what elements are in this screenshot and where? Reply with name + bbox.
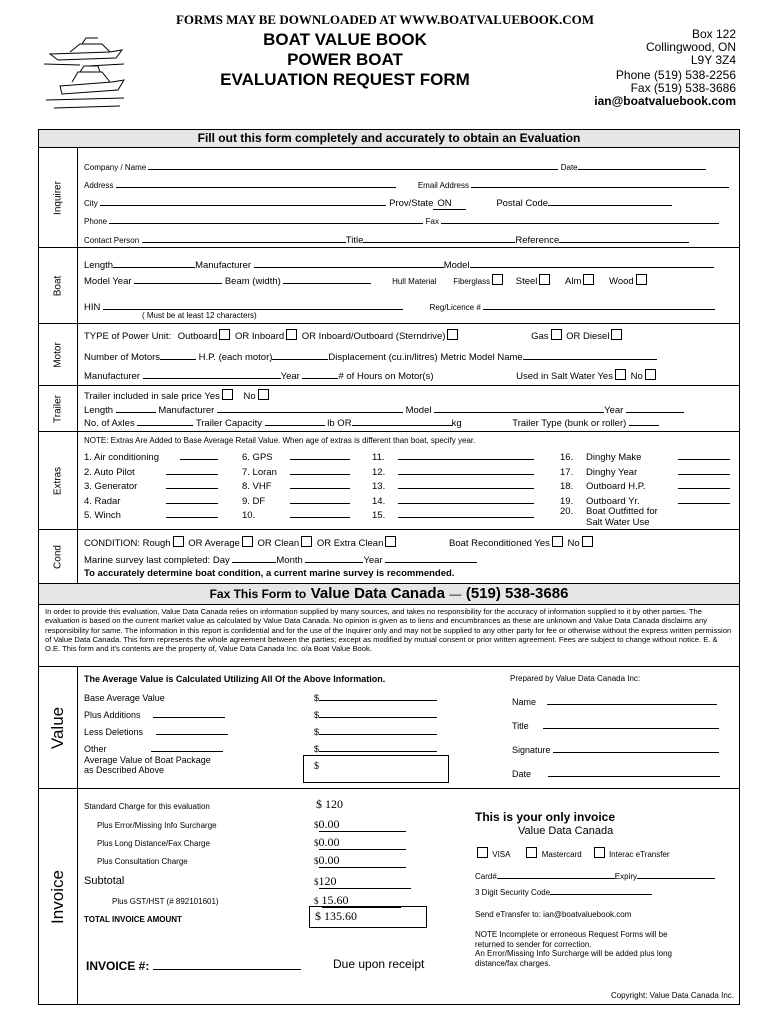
extras-item: 14. [372, 493, 534, 508]
trailer-yes-label: Yes [204, 391, 220, 402]
longdist-label: Plus Long Distance/Fax Charge [97, 839, 210, 848]
download-line: FORMS MAY BE DOWNLOADED AT WWW.BOATVALUEBOOK.COM [175, 12, 595, 27]
signoff-block [512, 690, 720, 786]
num-motors-field[interactable] [160, 349, 196, 360]
additions-note-field[interactable] [153, 707, 225, 718]
consult-amount[interactable]: $0.00 [314, 853, 406, 868]
survey-day-label: Day [212, 555, 230, 566]
company-field[interactable] [148, 159, 558, 170]
extras-item: 10. [242, 507, 350, 522]
beam-label: Beam (width) [224, 276, 281, 287]
reference-label: Reference [515, 235, 560, 246]
motor-side-label: Motor [39, 324, 78, 385]
recond-no-checkbox[interactable] [582, 536, 593, 547]
phone: Phone (519) 538-2256 [615, 68, 736, 82]
form-title [200, 30, 490, 90]
card-field[interactable] [497, 868, 615, 879]
email-label: Email Address [417, 181, 469, 190]
survey-advice: To accurately determine boat condition, a current marine survey is recommended. [84, 568, 455, 579]
extras-field[interactable] [398, 493, 534, 504]
clean-checkbox[interactable] [301, 536, 312, 547]
fiberglass-label: Fiberglass [453, 277, 491, 286]
postal-label: Postal Code [496, 198, 549, 209]
visa-checkbox[interactable] [477, 847, 488, 858]
trailer-type-label: Trailer Type (bunk or roller) [512, 418, 627, 429]
steel-checkbox[interactable] [539, 274, 550, 285]
salt-yes-label: Yes [597, 371, 613, 382]
invoice-number-field[interactable] [153, 957, 301, 970]
hin-label: HIN [84, 302, 101, 313]
wood-label: Wood [609, 276, 634, 287]
title-line-1: BOAT VALUE BOOK [263, 30, 427, 49]
prepared-by: Prepared by Value Data Canada Inc: [510, 674, 641, 683]
deletions-amount-field[interactable] [319, 724, 437, 735]
trailer-included-label: Trailer included in sale price [84, 391, 202, 402]
length-label: Length [84, 260, 114, 271]
extras-item: 9. DF [242, 493, 350, 508]
vdate-label: Date [512, 769, 532, 779]
survey-year-field[interactable] [385, 552, 477, 563]
cond-side-label: Cond [39, 530, 78, 583]
intro-bar: Fill out this form completely and accurately to obtain an Evaluation [38, 129, 740, 148]
other-amount-field[interactable] [319, 741, 437, 752]
trailer-year-field[interactable] [626, 402, 684, 413]
recond-yes-label: Yes [534, 538, 550, 549]
surcharge-label: Plus Error/Missing Info Surcharge [97, 821, 217, 830]
gas-label: Gas [531, 331, 549, 342]
city-field[interactable] [100, 195, 386, 206]
postal-field[interactable] [548, 195, 672, 206]
extras-field[interactable] [678, 493, 730, 504]
extras-item: 3. Generator [84, 478, 218, 493]
email-field[interactable] [471, 177, 729, 188]
boat-side-label: Boat [39, 248, 78, 323]
consult-label: Plus Consultation Charge [97, 857, 188, 866]
extras-field[interactable] [678, 449, 730, 460]
extras-item: 13. [372, 478, 534, 493]
survey-month-field[interactable] [305, 552, 363, 563]
base-label: Base Average Value [84, 693, 165, 703]
value-side-label: Value [39, 667, 78, 788]
city-label: City [84, 199, 98, 208]
rough-label: Rough [142, 538, 171, 549]
survey-month-label: Month [276, 555, 303, 566]
value-labels [84, 690, 228, 758]
signature-label: Signature [512, 745, 551, 755]
other-label: Other [84, 744, 107, 754]
inboard-checkbox[interactable] [286, 329, 297, 340]
extras-field[interactable] [166, 464, 218, 475]
invoice-number: INVOICE #: [86, 957, 301, 973]
salt-label: Used in Salt Water [516, 371, 595, 382]
extras-item: Salt Water Use [586, 516, 650, 528]
beam-field[interactable] [283, 273, 371, 284]
trailer-yes-checkbox[interactable] [222, 389, 233, 400]
trailer-model-field[interactable] [434, 402, 604, 413]
power-type-label: TYPE of Power Unit: [84, 331, 172, 342]
fiberglass-checkbox[interactable] [492, 274, 503, 285]
survey-label: Marine survey last completed: [84, 555, 211, 566]
fax-banner-number: (519) 538-3686 [465, 585, 569, 602]
gst-label: Plus GST/HST (# 892101601) [112, 897, 219, 906]
avg-value-box[interactable]: $ [303, 755, 449, 783]
manufacturer-field[interactable] [254, 257, 444, 268]
fax-field[interactable] [441, 213, 719, 224]
hp-field[interactable] [272, 349, 328, 360]
incomplete-note: NOTE Incomplete or erroneous Request Forms will be returned to sender for correction. An Error/Missing Info Surcharge will be added plus long distance/fax charges. [475, 930, 672, 968]
recond-yes-checkbox[interactable] [552, 536, 563, 547]
num-motors-label: Number of Motors [84, 352, 161, 363]
inboard-label: Inboard [251, 331, 285, 342]
outboard-label: Outboard [177, 331, 218, 342]
only-invoice: This is your only invoice [475, 810, 616, 824]
extras-col-4 [560, 449, 730, 528]
motor-manu-field[interactable] [143, 368, 281, 379]
extras-item: 20. Boat Outfitted for [560, 506, 658, 517]
displacement-label: Displacement (cu.in/litres) Metric Model Name [328, 352, 523, 363]
extras-field[interactable] [398, 478, 534, 489]
subtotal-label: Subtotal [84, 875, 125, 887]
prov-label: Prov/State [389, 198, 434, 209]
extras-field[interactable] [180, 449, 218, 460]
salt-no-checkbox[interactable] [645, 369, 656, 380]
mastercard-checkbox[interactable] [526, 847, 537, 858]
address-line-3: L9Y 3Z4 [690, 53, 736, 67]
motor-year-field[interactable] [302, 368, 338, 379]
security-field[interactable] [550, 884, 652, 895]
extras-field[interactable] [290, 493, 350, 504]
fax-banner-pre: Fax This Form to [209, 587, 307, 601]
manufacturer-label: Manufacturer [195, 260, 252, 271]
model-field[interactable] [470, 257, 714, 268]
trailer-no-checkbox[interactable] [258, 389, 269, 400]
extras-side-label: Extras [39, 432, 78, 529]
survey-year-label: Year [363, 555, 383, 566]
title-line-2: POWER BOAT [287, 50, 403, 69]
title-field[interactable] [363, 232, 515, 243]
motor-year-label: Year [280, 371, 300, 382]
trailer-no-label: No [243, 391, 256, 402]
extras-field[interactable] [398, 449, 534, 460]
extras-note: NOTE: Extras Are Added to Base Average Retail Value. When age of extras is different than boat, specify year. [84, 436, 476, 445]
trailer-manu-label: Manufacturer [158, 405, 215, 416]
hp-label: H.P. (each motor) [198, 352, 273, 363]
extras-col-1 [84, 449, 218, 522]
extras-item: 2. Auto Pilot [84, 464, 218, 479]
metric-model-field[interactable] [523, 349, 657, 360]
extras-item: 18. Outboard H.P. [560, 478, 730, 493]
capacity-kg-field[interactable] [352, 415, 452, 426]
value-heading: The Average Value is Calculated Utilizing All Of the Above Information. [84, 674, 386, 684]
survey-day-field[interactable] [232, 552, 276, 563]
invoice-side-label: Invoice [39, 789, 78, 1004]
extras-item: 11. [372, 449, 534, 464]
or-label-3: OR [566, 331, 581, 342]
extras-item: 15. [372, 507, 534, 522]
contact-field[interactable] [142, 232, 346, 243]
avg-label: Average Value of Boat Package as Described Above [84, 755, 211, 775]
outboard-checkbox[interactable] [219, 329, 230, 340]
extras-col-3 [372, 449, 534, 522]
payment-options: VISA Mastercard Interac eTransfer [475, 847, 670, 859]
wood-checkbox[interactable] [636, 274, 647, 285]
subtotal-amount[interactable]: $120 [314, 874, 411, 889]
inquirer-side-label: Inquirer [39, 148, 78, 247]
alm-checkbox[interactable] [583, 274, 594, 285]
steel-label: Steel [515, 276, 538, 287]
axles-field[interactable] [137, 415, 193, 426]
trailer-manu-field[interactable] [217, 402, 403, 413]
phone-label: Phone [84, 217, 108, 226]
extras-field[interactable] [290, 464, 350, 475]
name-label: Name [512, 697, 537, 707]
sterndrive-label: OR Inboard/Outboard (Sterndrive) [301, 331, 446, 342]
expiry-field[interactable] [637, 868, 715, 879]
base-amount-field[interactable] [319, 690, 437, 701]
longdist-amount[interactable]: $0.00 [314, 835, 406, 850]
cond-or-1: OR [188, 538, 203, 549]
diesel-checkbox[interactable] [611, 329, 622, 340]
phone-field[interactable] [109, 213, 423, 224]
extras-field[interactable] [166, 493, 218, 504]
standard-label: Standard Charge for this evaluation [84, 802, 210, 811]
trailer-model-label: Model [405, 405, 432, 416]
extras-field[interactable] [166, 507, 218, 518]
hin-note: ( Must be at least 12 characters) [142, 311, 257, 320]
salt-no-label: No [630, 371, 643, 382]
fax: Fax (519) 538-3686 [630, 81, 736, 95]
extras-item: 16. Dinghy Make [560, 449, 730, 464]
interac-checkbox[interactable] [594, 847, 605, 858]
trailer-type-field[interactable] [629, 415, 659, 426]
length-field[interactable] [113, 257, 195, 268]
reconditioned-label: Boat Reconditioned [449, 538, 532, 549]
trailer-length-label: Length [84, 405, 114, 416]
fax-banner-dash: — [449, 587, 462, 601]
boat-logo [40, 36, 128, 116]
fax-banner [38, 584, 740, 605]
email: ian@boatvaluebook.com [594, 94, 736, 108]
extras-field[interactable] [678, 464, 730, 475]
trailer-side-label: Trailer [39, 386, 78, 431]
prov-field[interactable]: ON [433, 198, 465, 210]
vdate-field[interactable] [548, 766, 720, 777]
extras-item: 1. Air conditioning [84, 449, 218, 464]
model-year-field[interactable] [134, 273, 222, 284]
extra-clean-checkbox[interactable] [385, 536, 396, 547]
due-upon-receipt: Due upon receipt [333, 957, 425, 971]
contact-block [594, 28, 736, 108]
address-line-1: Box 122 [691, 27, 736, 41]
recond-no-label: No [567, 538, 580, 549]
extra-clean-label: Extra Clean [333, 538, 384, 549]
salt-yes-checkbox[interactable] [615, 369, 626, 380]
capacity-label: Trailer Capacity [195, 418, 262, 429]
kg-label: kg [451, 418, 462, 429]
other-note-field[interactable] [151, 741, 223, 752]
vdc-name: Value Data Canada [518, 825, 614, 837]
model-label: Model [443, 260, 470, 271]
diesel-label: Diesel [583, 331, 610, 342]
total-amount-box: $ 135.60 [309, 906, 427, 928]
company-label: Company / Name [84, 163, 147, 172]
fax-banner-name: Value Data Canada [310, 585, 445, 602]
extras-col-2 [242, 449, 350, 522]
reg-field[interactable] [483, 299, 715, 310]
average-checkbox[interactable] [242, 536, 253, 547]
additions-amount-field[interactable] [319, 707, 437, 718]
extras-field[interactable] [290, 478, 350, 489]
trailer-year-label: Year [604, 405, 624, 416]
capacity-lb-field[interactable] [265, 415, 325, 426]
cond-or-3: OR [316, 538, 332, 549]
reg-label: Reg/Licence # [429, 303, 481, 312]
motor-manu-label: Manufacturer [84, 371, 140, 382]
date-label: Date [560, 163, 578, 172]
hull-label: Hull Material [392, 277, 437, 286]
extras-field[interactable] [290, 507, 350, 518]
clean-label: Clean [274, 538, 300, 549]
disclaimer: In order to provide this evaluation, Value Data Canada relies on information supplied by many sources, and takes no responsibility for the accuracy of information supplied to it by other parties. The evaluation is based on the current market value as calculated by Value Data Canada. No opinion is given as to liens and encumbrances as these are unknown and Value Data Canada disclaims any responsibility for same. The information in this report is confidential and for the use of the Inquirer only and may not be supplied to any other party for fee or otherwise without the express written permission of Value Data Canada. This form represents the whole agreement between the parties; except as modified by mutual consent or prior written agreement. Fees are subject to change without notice. E. & O.E. This form and it's contents are the property of, Value Data Canada Inc. o/a Boat Value Book. [38, 605, 740, 667]
address-field[interactable] [116, 177, 396, 188]
trailer-length-field[interactable] [116, 402, 156, 413]
security-row: 3 Digit Security Code [475, 884, 652, 897]
deletions-label: Less Deletions [84, 727, 144, 737]
title-line-3: EVALUATION REQUEST FORM [220, 70, 470, 89]
hin-field[interactable] [103, 299, 403, 310]
condition-label: CONDITION: [84, 538, 140, 549]
model-year-label: Model Year [84, 276, 132, 287]
extras-item: 8. VHF [242, 478, 350, 493]
surcharge-amount[interactable]: $0.00 [314, 817, 406, 832]
rough-checkbox[interactable] [173, 536, 184, 547]
name-field[interactable] [547, 694, 717, 705]
alm-label: Alm [565, 276, 582, 287]
address-label: Address [84, 181, 114, 190]
hours-label: # of Hours on Motor(s) [338, 371, 434, 382]
extras-item: 12. [372, 464, 534, 479]
extras-field[interactable] [398, 507, 534, 518]
date-field[interactable] [578, 159, 706, 170]
copyright: Copyright: Value Data Canada Inc. [610, 991, 734, 1000]
axles-label: No. of Axles [84, 418, 135, 429]
vtitle-label: Title [512, 721, 529, 731]
extras-field[interactable] [678, 478, 730, 489]
extras-item: 17. Dinghy Year [560, 464, 730, 479]
extras-field[interactable] [290, 449, 350, 460]
extras-item: 6. GPS [242, 449, 350, 464]
value-amounts: $ $ $ $ [314, 690, 437, 758]
extras-field[interactable] [398, 464, 534, 475]
or-label-1: OR [235, 331, 250, 342]
lb-or-label: lb OR [327, 418, 352, 429]
reference-field[interactable] [559, 232, 689, 243]
gas-checkbox[interactable] [551, 329, 562, 340]
extras-item: 7. Loran [242, 464, 350, 479]
total-label: TOTAL INVOICE AMOUNT [84, 915, 182, 924]
average-label: Average [204, 538, 240, 549]
extras-item: 5. Winch [84, 507, 218, 522]
extras-field[interactable] [166, 478, 218, 489]
address-line-2: Collingwood, ON [645, 40, 736, 54]
additions-label: Plus Additions [84, 710, 141, 720]
card-row: Card# Expiry [475, 868, 715, 881]
sterndrive-checkbox[interactable] [447, 329, 458, 340]
fax-label: Fax [425, 217, 439, 226]
cond-or-2: OR [257, 538, 272, 549]
vtitle-field[interactable] [543, 718, 719, 729]
standard-amount: $ 120 [316, 797, 343, 811]
title-label: Title [345, 235, 364, 246]
etransfer-note: Send eTransfer to: ian@boatvaluebook.com [475, 910, 632, 919]
gst-amount[interactable]: $ 15.60 [314, 893, 401, 908]
extras-item: 19. Outboard Yr. [560, 493, 730, 508]
contact-label: Contact Person [84, 236, 140, 245]
deletions-note-field[interactable] [156, 724, 228, 735]
extras-item: 4. Radar [84, 493, 218, 508]
signature-field[interactable] [553, 742, 719, 753]
